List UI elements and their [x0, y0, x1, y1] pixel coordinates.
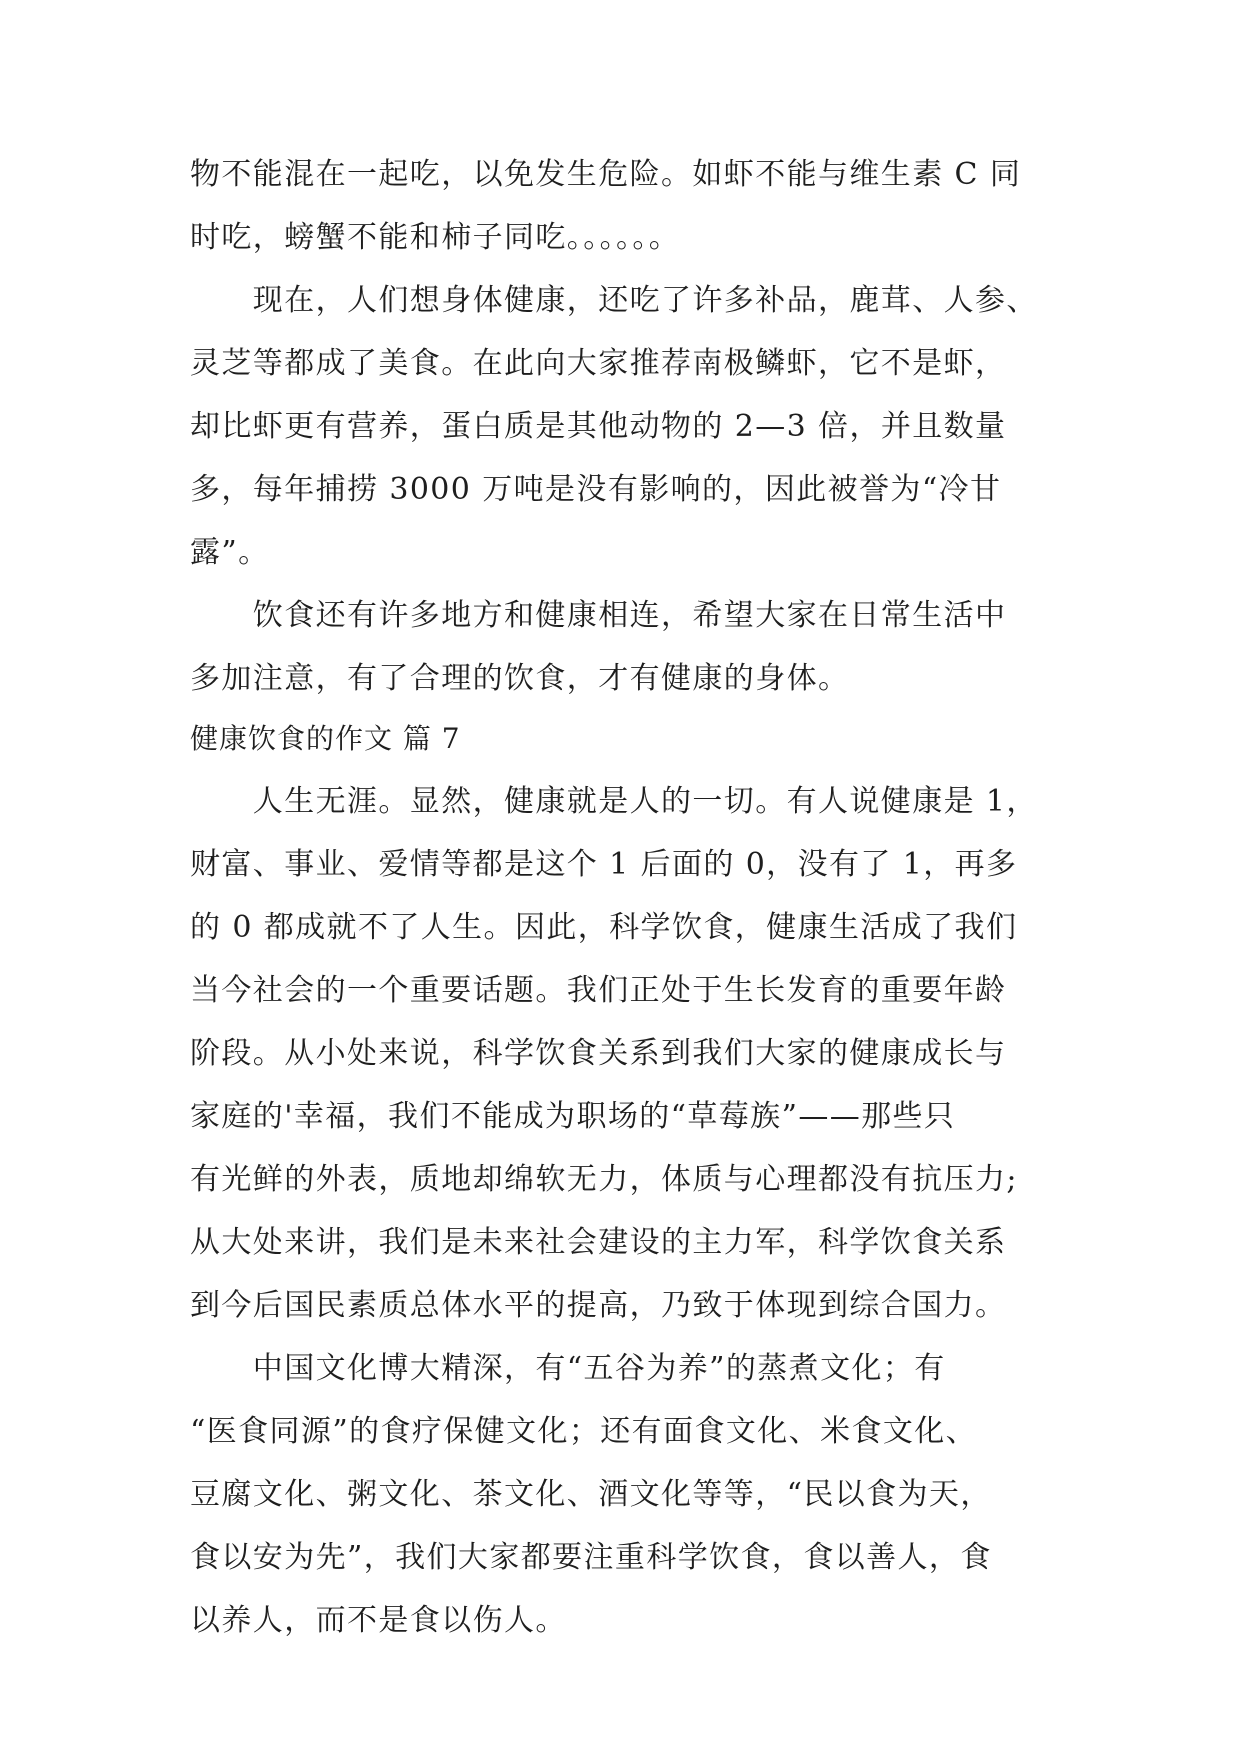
- body-text-line: 物不能混在一起吃，以免发生危险。如虾不能与维生素 C 同: [190, 157, 1022, 192]
- body-text-line: 以养人，而不是食以伤人。: [190, 1603, 567, 1638]
- body-text-line: “医食同源”的食疗保健文化；还有面食文化、米食文化、: [190, 1414, 978, 1449]
- body-text-line: 多，每年捕捞 3000 万吨是没有影响的，因此被誉为“冷甘: [190, 472, 1002, 507]
- body-text-line: 家庭的'幸福，我们不能成为职场的“草莓族”——那些只: [190, 1099, 956, 1134]
- body-text-line: 从大处来讲，我们是未来社会建设的主力军，科学饮食关系: [190, 1225, 1007, 1260]
- body-text-line: 却比虾更有营养，蛋白质是其他动物的 2—3 倍，并且数量: [190, 409, 1007, 444]
- body-text-line: 多加注意，有了合理的饮食，才有健康的身体。: [190, 661, 850, 696]
- body-text-line: 中国文化博大精深，有“五谷为养”的蒸煮文化；有: [190, 1351, 946, 1386]
- body-text-line: 当今社会的一个重要话题。我们正处于生长发育的重要年龄: [190, 973, 1007, 1008]
- body-text-line: 露”。: [190, 535, 270, 570]
- body-text-line: 豆腐文化、粥文化、茶文化、酒文化等等，“民以食为天，: [190, 1477, 992, 1512]
- body-text-line: 的 0 都成就不了人生。因此，科学饮食，健康生活成了我们: [190, 910, 1018, 945]
- body-text-line: 有光鲜的外表，质地却绵软无力，体质与心理都没有抗压力;: [190, 1162, 1018, 1197]
- body-text-line: 财富、事业、爱情等都是这个 1 后面的 0，没有了 1，再多: [190, 847, 1018, 882]
- body-text-line: 灵芝等都成了美食。在此向大家推荐南极鳞虾，它不是虾，: [190, 346, 1007, 381]
- body-text-line: 饮食还有许多地方和健康相连，希望大家在日常生活中: [190, 598, 1007, 633]
- body-text-line: 人生无涯。显然，健康就是人的一切。有人说健康是 1，: [190, 784, 1038, 819]
- body-text-line: 现在，人们想身体健康，还吃了许多补品，鹿茸、人参、: [190, 283, 1038, 318]
- body-text-line: 时吃，螃蟹不能和柿子同吃。。。。。。: [190, 220, 681, 255]
- body-text-line: 阶段。从小处来说，科学饮食关系到我们大家的健康成长与: [190, 1036, 1007, 1071]
- section-heading: 健康饮食的作文 篇 7: [190, 722, 461, 755]
- body-text-line: 食以安为先”，我们大家都要注重科学饮食，食以善人，食: [190, 1540, 992, 1575]
- body-text-line: 到今后国民素质总体水平的提高，乃致于体现到综合国力。: [190, 1288, 1007, 1323]
